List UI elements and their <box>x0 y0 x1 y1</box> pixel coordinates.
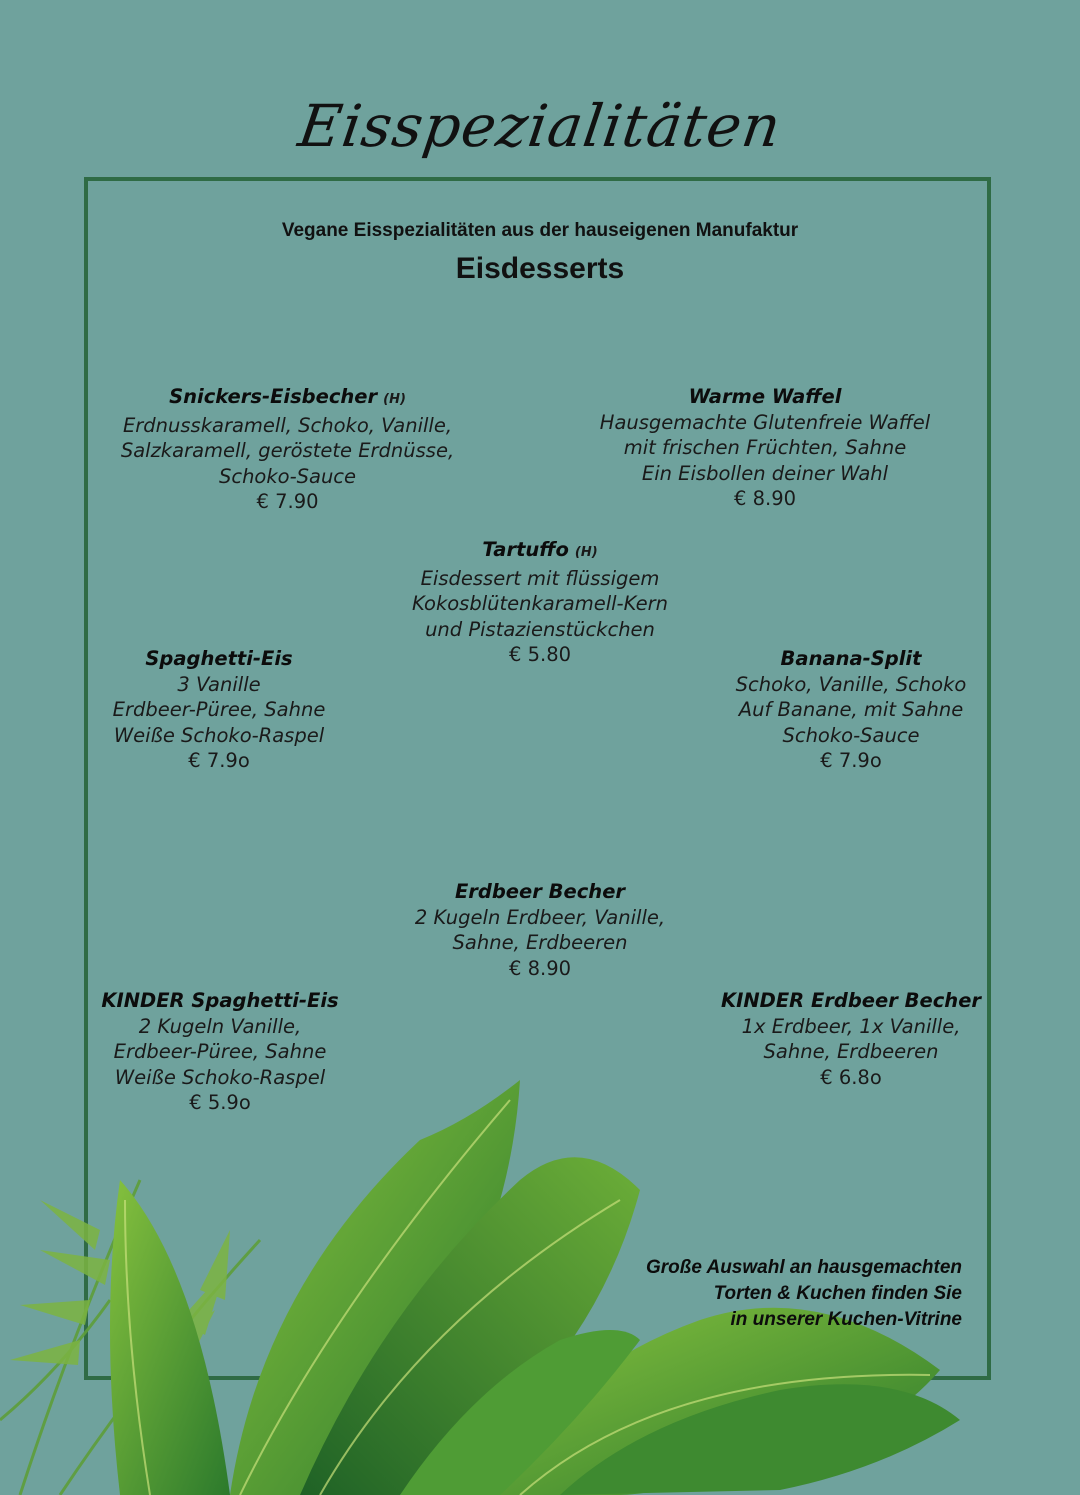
item-price: € 8.90 <box>733 487 797 510</box>
item-description: Auf Banane, mit Sahne <box>738 698 964 721</box>
item-name: Snickers-Eisbecher <box>169 385 378 408</box>
item-name: Erdbeer Becher <box>454 880 626 903</box>
item-description: 3 Vanille <box>177 672 261 696</box>
item-price: € 6.8o <box>820 1065 882 1089</box>
item-description: Weiße Schoko-Raspel <box>113 723 325 747</box>
item-price: € 5.9o <box>189 1091 251 1114</box>
item-price: € 7.9o <box>820 749 882 772</box>
note-line: in unserer Kuchen-Vitrine <box>730 1309 962 1330</box>
item-tag: (H) <box>574 545 598 560</box>
item-tag: (H) <box>383 392 406 407</box>
item-description: 2 Kugeln Erdbeer, Vanille, <box>414 905 666 929</box>
menu-item-kinder-spaghetti-eis <box>90 988 350 1116</box>
item-name: Tartuffo <box>482 538 569 561</box>
item-description: Erdbeer-Püree, Sahne <box>113 1040 327 1063</box>
item-description: 2 Kugeln Vanille, <box>138 1014 302 1038</box>
cake-showcase-note <box>646 1255 962 1333</box>
item-description: 1x Erdbeer, 1x Vanille, <box>741 1014 961 1038</box>
item-name: Spaghetti-Eis <box>145 647 293 670</box>
item-price: € 7.9o <box>188 749 250 772</box>
item-price: € 7.90 <box>256 490 319 513</box>
item-description: Sahne, Erdbeeren <box>452 931 628 954</box>
menu-subtitle: Vegane Eisspezialitäten aus der hauseigenen Manufaktur <box>281 220 799 241</box>
menu-item-banana-split <box>720 646 982 774</box>
item-description: Ein Eisbollen deiner Wahl <box>641 461 889 485</box>
menu-item-spaghetti-eis <box>90 646 348 774</box>
item-description: Hausgemachte Glutenfreie Waffel <box>599 410 931 434</box>
item-description: Schoko-Sauce <box>218 464 357 488</box>
page-title: Eisspezialitäten <box>294 92 786 160</box>
menu-item-kinder-erdbeer-becher <box>715 988 987 1090</box>
item-description: Erdbeer-Püree, Sahne <box>112 698 326 721</box>
menu-item-snickers-eisbecher <box>90 384 485 515</box>
menu-item-tartuffo <box>340 537 740 668</box>
menu-item-warme-waffel <box>565 384 965 512</box>
item-name: KINDER Spaghetti-Eis <box>101 989 339 1012</box>
item-description: Weiße Schoko-Raspel <box>114 1065 326 1089</box>
item-description: Schoko, Vanille, Schoko <box>735 672 967 696</box>
item-name: KINDER Erdbeer Becher <box>720 989 982 1012</box>
item-price: € 8.90 <box>508 956 572 980</box>
section-title: Eisdesserts <box>455 252 625 285</box>
note-line: Torten & Kuchen finden Sie <box>713 1283 962 1304</box>
item-description: Sahne, Erdbeeren <box>763 1040 939 1063</box>
note-line: Große Auswahl an hausgemachten <box>645 1257 962 1278</box>
item-name: Warme Waffel <box>688 385 842 408</box>
item-description: Kokosblütenkaramell-Kern <box>411 592 669 615</box>
item-price: € 5.80 <box>508 643 572 666</box>
item-description: Eisdessert mit flüssigem <box>420 566 660 590</box>
item-description: und Pistazienstückchen <box>425 617 655 641</box>
item-description: Salzkaramell, geröstete Erdnüsse, <box>120 439 455 462</box>
item-description: Erdnusskaramell, Schoko, Vanille, <box>122 413 453 437</box>
item-name: Banana-Split <box>780 647 922 670</box>
item-description: Schoko-Sauce <box>782 723 920 747</box>
menu-item-erdbeer-becher <box>340 879 740 981</box>
item-description: mit frischen Früchten, Sahne <box>623 436 907 459</box>
